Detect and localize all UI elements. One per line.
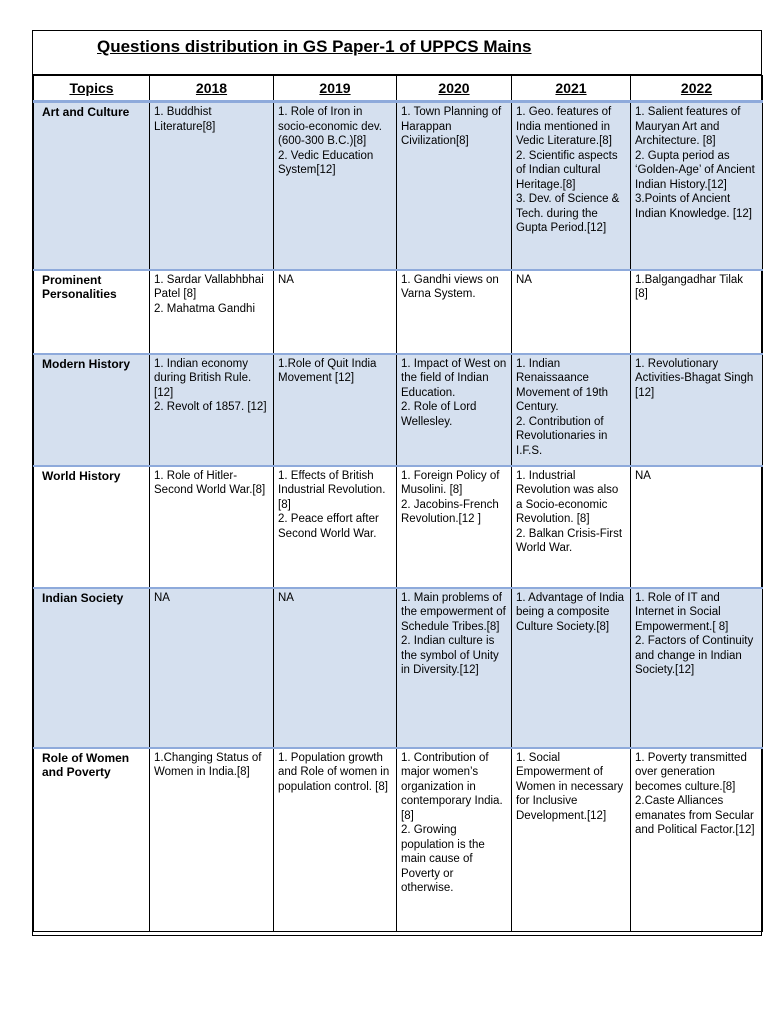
cell-2019: [274, 748, 397, 932]
question-text: NA: [278, 591, 294, 604]
cell-2019: [274, 270, 397, 354]
topic-cell: World History: [34, 466, 150, 588]
cell-2021: [512, 588, 631, 748]
question-text: 1. Industrial Revolution was also a Socio-economic Revolution. [8]: [516, 469, 619, 525]
question-text: NA: [278, 273, 294, 286]
header-2018: 2018: [150, 76, 274, 102]
cell-2020: [397, 466, 512, 588]
question-text: 1. Main problems of the empowerment of Schedule Tribes.[8]: [401, 591, 506, 633]
cell-2021: [512, 466, 631, 588]
question-text: 2. Vedic Education System[12]: [278, 149, 374, 176]
question-text: 1. Impact of West on the field of Indian Education.: [401, 357, 507, 399]
cell-2021: [512, 102, 631, 270]
cell-2018: [150, 466, 274, 588]
cell-2021: [512, 748, 631, 932]
cell-2018: [150, 102, 274, 270]
cell-2022: [631, 748, 763, 932]
question-text: 1. Population growth and Role of women in population control. [8]: [278, 751, 390, 793]
question-text: 2. Role of Lord Wellesley.: [401, 401, 477, 428]
question-text: 1. Salient features of Mauryan Art and Architecture. [8]: [635, 106, 741, 147]
page-title: Questions distribution in GS Paper-1 of UPPCS Mains: [33, 31, 761, 75]
question-text: 2. Balkan Crisis-First World War.: [516, 527, 623, 554]
table-row: [34, 466, 763, 588]
cell-2019: [274, 466, 397, 588]
cell-2022: [631, 102, 763, 270]
cell-2022: [631, 270, 763, 354]
question-text: 3.Points of Ancient Indian Knowledge. [12]: [635, 193, 753, 220]
question-text: 1. Contribution of major women’s organization in contemporary India.[8]: [401, 751, 503, 822]
question-text: 1. Poverty transmitted over generation becomes culture.[8]: [635, 751, 747, 793]
question-text: 2.Caste Alliances emanates from Secular and Political Factor.[12]: [635, 795, 755, 836]
cell-2019: [274, 102, 397, 270]
question-text: 1. Social Empowerment of Women in necessary for Inclusive Development.[12]: [516, 751, 624, 822]
question-text: 3. Dev. of Science & Tech. during the Gupta Period.[12]: [516, 193, 620, 234]
header-2019: 2019: [274, 76, 397, 102]
question-text: 1. Role of Iron in socio-economic dev. (600-300 B.C.)[8]: [278, 106, 382, 147]
question-text: 1. Foreign Policy of Musolini. [8]: [401, 469, 500, 496]
topic-cell: Art and Culture: [34, 102, 150, 270]
question-text: 2. Indian culture is the symbol of Unity in Diversity.[12]: [401, 635, 499, 676]
cell-2022: [631, 588, 763, 748]
question-text: 1. Indian economy during British Rule. [12]: [154, 357, 252, 399]
question-text: 1. Town Planning of Harappan Civilization[8]: [401, 106, 502, 147]
question-text: 1. Indian Renaissaance Movement of 19th Century.: [516, 357, 609, 413]
table-body: [34, 102, 763, 932]
header-2021: 2021: [512, 76, 631, 102]
topic-cell: Prominent Personalities: [34, 270, 150, 354]
question-text: 1. Role of Hitler-Second World War.[8]: [154, 469, 266, 496]
table-row: [34, 270, 763, 354]
question-text: 2. Revolt of 1857. [12]: [154, 401, 267, 413]
cell-2019: [274, 588, 397, 748]
question-text: 2. Gupta period as ‘Golden-Age’ of Ancient Indian History.[12]: [635, 149, 755, 191]
table-row: [34, 588, 763, 748]
table-row: [34, 102, 763, 270]
cell-2018: [150, 354, 274, 466]
cell-2020: [397, 588, 512, 748]
question-text: 1. Sardar Vallabhbhai Patel [8]: [154, 273, 264, 300]
cell-2018: [150, 748, 274, 932]
topic-cell: Modern History: [34, 354, 150, 466]
question-text: 2. Factors of Continuity and change in Indian Society.[12]: [635, 635, 754, 676]
question-text: 2. Jacobins-French Revolution.[12 ]: [401, 498, 499, 525]
cell-2022: [631, 466, 763, 588]
header-topics: Topics: [34, 76, 150, 102]
question-text: 2. Mahatma Gandhi: [154, 302, 256, 315]
table-row: [34, 354, 763, 466]
topic-cell: Indian Society: [34, 588, 150, 748]
question-text: 1. Revolutionary Activities-Bhagat Singh [12]: [635, 357, 754, 399]
cell-2020: [397, 270, 512, 354]
cell-2018: [150, 270, 274, 354]
question-text: 2. Peace effort after Second World War.: [278, 513, 379, 540]
question-text: 1.Changing Status of Women in India.[8]: [154, 751, 262, 778]
question-text: NA: [635, 469, 651, 482]
header-2022: 2022: [631, 76, 763, 102]
question-text: 1.Role of Quit India Movement [12]: [278, 357, 377, 384]
question-text: 1. Buddhist Literature[8]: [154, 106, 216, 133]
topic-cell: Role of Women and Poverty: [34, 748, 150, 932]
cell-2019: [274, 354, 397, 466]
question-text: 1. Advantage of India being a composite Culture Society.[8]: [516, 591, 625, 633]
document-sheet: [32, 30, 762, 936]
cell-2020: [397, 354, 512, 466]
table-row: [34, 748, 763, 932]
question-text: 2. Scientific aspects of Indian cultural Heritage.[8]: [516, 149, 618, 191]
header-row: [34, 76, 763, 102]
question-text: 1. Geo. features of India mentioned in Vedic Literature.[8]: [516, 106, 612, 147]
cell-2021: [512, 270, 631, 354]
question-text: 1.Balgangadhar Tilak [8]: [635, 273, 744, 300]
question-text: 1. Role of IT and Internet in Social Empowerment.[ 8]: [635, 591, 729, 633]
cell-2018: [150, 588, 274, 748]
question-text: 2. Growing population is the main cause of Poverty or otherwise.: [401, 824, 485, 894]
question-text: NA: [516, 273, 532, 286]
header-2020: 2020: [397, 76, 512, 102]
question-text: 1. Gandhi views on Varna System.: [401, 273, 499, 300]
cell-2020: [397, 102, 512, 270]
cell-2020: [397, 748, 512, 932]
cell-2022: [631, 354, 763, 466]
question-text: 2. Contribution of Revolutionaries in I.F.S.: [516, 415, 608, 457]
cell-2021: [512, 354, 631, 466]
question-text: 1. Effects of British Industrial Revolution. [8]: [278, 469, 386, 511]
questions-table: [33, 75, 763, 932]
question-text: NA: [154, 591, 170, 604]
